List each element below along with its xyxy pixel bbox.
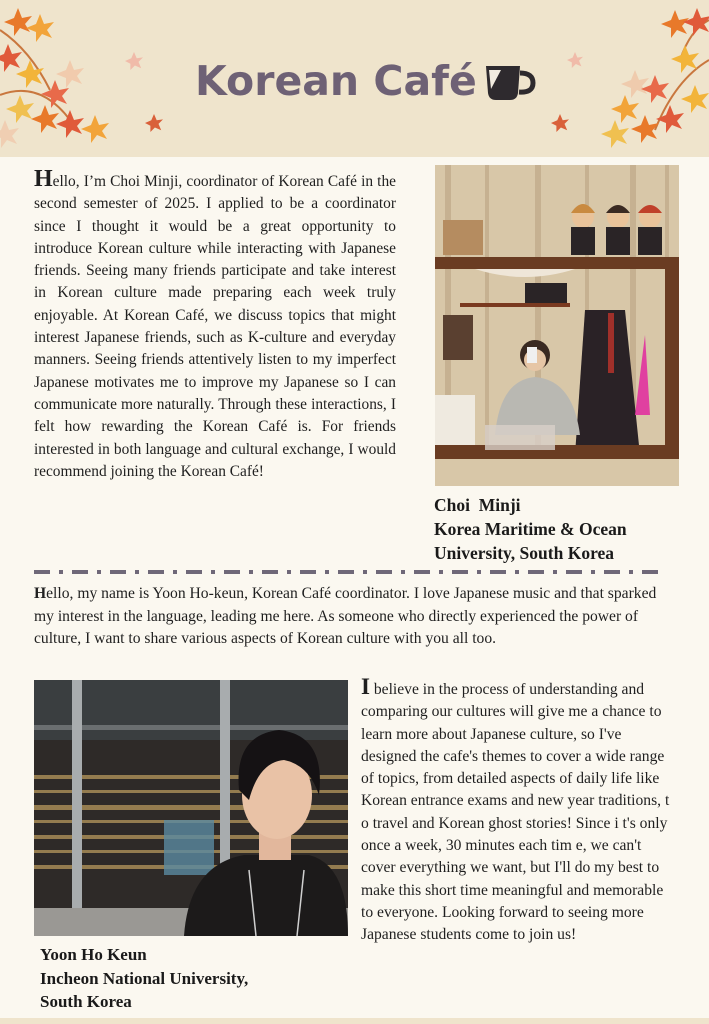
profile2-body-paragraph — [361, 675, 677, 947]
header-banner — [0, 0, 709, 157]
small-leaf-decoration — [551, 113, 569, 133]
profile2-caption — [40, 943, 248, 1014]
profile1-name: Choi Minji — [434, 495, 521, 515]
page-title: Korean Café — [195, 56, 477, 105]
drop-cap: I — [361, 674, 370, 699]
coffee-cup-icon — [483, 63, 537, 103]
profile2-affiliation-line2: South Korea — [40, 992, 132, 1011]
profile1-affiliation-line1: Korea Maritime & Ocean — [434, 519, 627, 539]
profile1-affiliation-line2: University, South Korea — [434, 543, 615, 563]
profile1-body-text: ello, I’m Choi Minji, coordinator of Korean Café in the second semester of 2025. I applied to be a coordinator since I thought it would be a great opportunity to introduce Korean culture while interacting with Japanese friends. Seeing many friends participate and take interest in Korean culture made preparing each week truly enjoyable. At Korean Café, we discuss topics that might interest Japanese friends, such as K-culture and everyday manners. Seeing friends attentively listen to my imperfect Japanese motivates me to improve my Japanese so I can communicate more naturally. Through these interactions, I felt how rewarding the Korean Café is. For friends interested in both language and cultural exchange, I would recommend joining the Korean Café! — [34, 173, 396, 480]
section-divider — [34, 570, 662, 574]
small-leaf-decoration — [567, 52, 583, 68]
profile2-intro-paragraph — [34, 583, 674, 651]
profile1-paragraph — [34, 167, 396, 483]
profile2-name: Yoon Ho Keun — [40, 945, 147, 964]
profile2-body-text: believe in the process of understanding and comparing our cultures will give me a chance to learn more about Japanese culture, so I've designed the cafe's themes to cover a wide range of topics, from detailed aspects of daily life like Korean entrance exams and new year traditions, t o travel and Korean ghost stories! Since i t's only once a week, 30 minutes each tim e, we can't cover everything we want, but I'll do my best to make this short time meaningful and memorable to everyone. Looking forward to seeing more Japanese students come to join us! — [361, 681, 670, 944]
drop-cap: H — [34, 166, 53, 192]
maple-leaves-right-decoration — [595, 0, 709, 150]
profile2-intro-text: ello, my name is Yoon Ho-keun, Korean Café coordinator. I love Japanese music and that sparked my interest in the language, leading me here. As someone who directly experienced the power of culture, I want to share various aspects of Korean culture with you all too. — [34, 585, 657, 647]
maple-leaves-left-decoration — [0, 0, 130, 150]
title-area — [195, 56, 537, 106]
yoon-ho-keun-photo — [34, 680, 348, 936]
intro-first-letter: H — [34, 585, 47, 602]
choi-minji-photo — [435, 165, 679, 486]
small-leaf-decoration — [145, 113, 163, 133]
profile1-caption — [434, 493, 627, 565]
profile2-affiliation-line1: Incheon National University, — [40, 968, 249, 988]
footer-strip — [0, 1018, 709, 1024]
small-leaf-decoration — [125, 52, 143, 70]
article-body — [0, 157, 709, 1018]
